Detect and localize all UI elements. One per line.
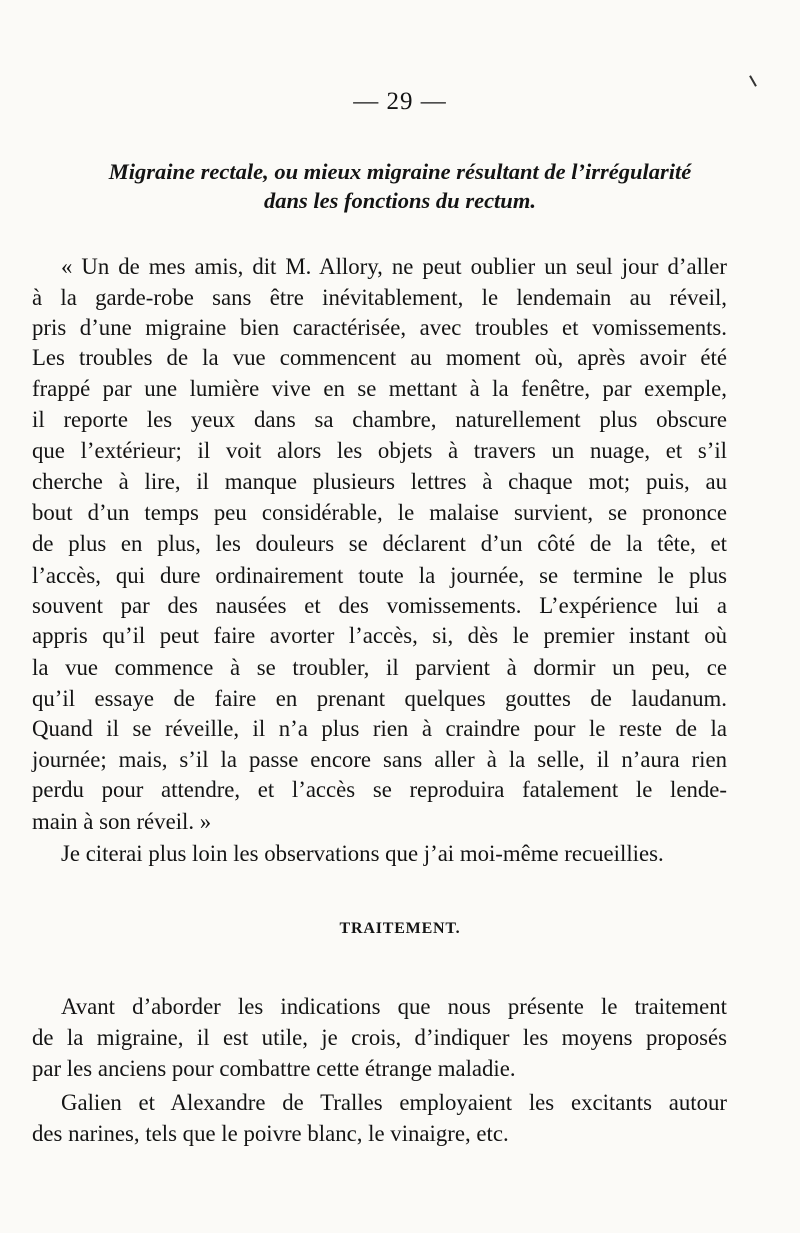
paragraph-1-line: qu’il essaye de faire en prenant quelques gouttes de laudanum.	[32, 686, 727, 711]
paragraph-3-line: par les anciens pour combattre cette étrange maladie.	[32, 1056, 516, 1081]
paragraph-1-line: il reporte les yeux dans sa chambre, naturellement plus obscure	[32, 407, 727, 432]
section-heading-line-1: Migraine rectale, ou mieux migraine résultant de l’irrégularité	[108, 159, 692, 184]
paragraph-2: Je citerai plus loin les observations que j’ai moi-même recueillies.	[61, 841, 664, 866]
paragraph-1-line: la vue commence à se troubler, il parvient à dormir un peu, ce	[32, 655, 727, 680]
paragraph-1-line: l’accès, qui dure ordinairement toute la journée, se termine le plus	[32, 563, 727, 588]
section-title: TRAITEMENT.	[339, 920, 461, 937]
paragraph-1-line: pris d’une migraine bien caractérisée, avec troubles et vomissements.	[32, 315, 727, 340]
paragraph-1-line: que l’extérieur; il voit alors les objets à travers un nuage, et s’il	[32, 438, 727, 463]
paragraph-1-line: cherche à lire, il manque plusieurs lettres à chaque mot; puis, au	[32, 469, 727, 494]
paragraph-4-line: des narines, tels que le poivre blanc, le vinaigre, etc.	[32, 1121, 509, 1146]
paragraph-1-line: perdu pour attendre, et l’accès se reproduira fatalement le lende-	[32, 777, 727, 802]
paragraph-1-line: de plus en plus, les douleurs se déclarent d’un côté de la tête, et	[32, 531, 727, 556]
paragraph-1-line: souvent par des nausées et des vomissements. L’expérience lui a	[32, 593, 727, 618]
paragraph-1-line: frappé par une lumière vive en se mettant à la fenêtre, par exemple,	[32, 376, 727, 401]
paragraph-1-line: « Un de mes amis, dit M. Allory, ne peut oublier un seul jour d’aller	[61, 254, 727, 279]
paragraph-4-line: Galien et Alexandre de Tralles employaient les excitants autour	[61, 1090, 727, 1115]
paragraph-1-line: main à son réveil. »	[32, 809, 212, 834]
paragraph-1-line: journée; mais, s’il la passe encore sans aller à la selle, il n’aura rien	[32, 747, 727, 772]
paragraph-1-line: appris qu’il peut faire avorter l’accès, si, dès le premier instant où	[32, 623, 727, 648]
paragraph-1-line: Quand il se réveille, il n’a plus rien à craindre pour le reste de la	[32, 716, 727, 741]
page-number: — 29 —	[353, 88, 447, 115]
section-heading-line-2: dans les fonctions du rectum.	[264, 188, 536, 213]
margin-mark	[749, 75, 757, 86]
paragraph-1-line: bout d’un temps peu considérable, le malaise survient, se prononce	[32, 500, 727, 525]
paragraph-1-line: à la garde-robe sans être inévitablement, le lendemain au réveil,	[32, 285, 727, 310]
paragraph-1-line: Les troubles de la vue commencent au moment où, après avoir été	[32, 345, 727, 370]
paragraph-3-line: de la migraine, il est utile, je crois, d’indiquer les moyens proposés	[32, 1025, 727, 1050]
paragraph-3-line: Avant d’aborder les indications que nous présente le traitement	[61, 994, 727, 1019]
